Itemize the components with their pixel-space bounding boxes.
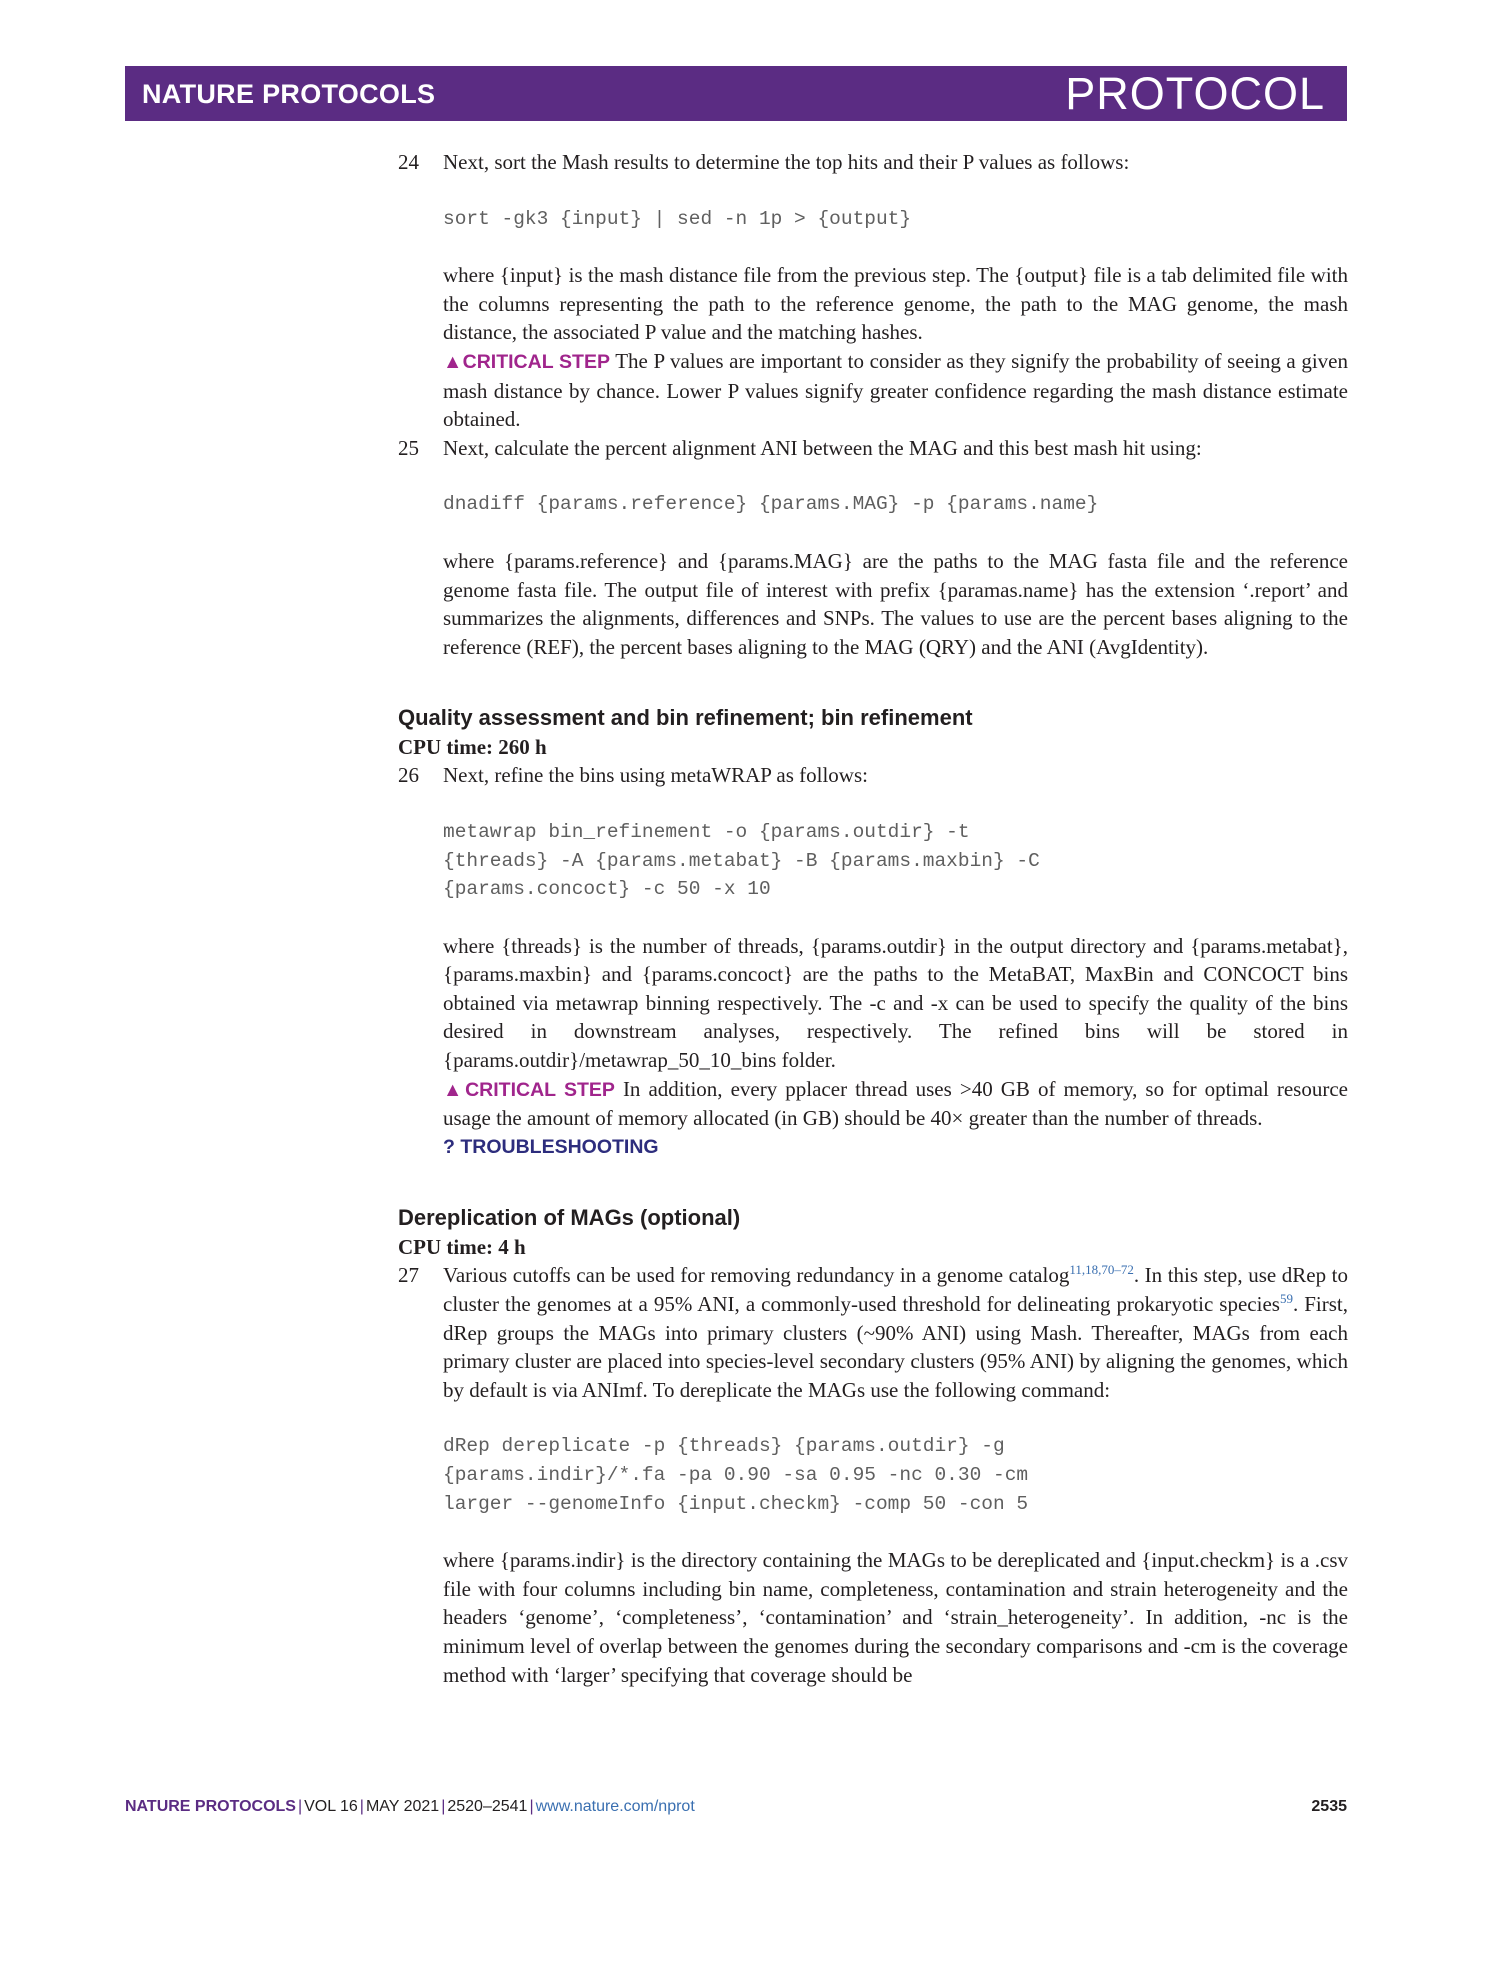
step-number: 26 [398,763,419,788]
step-text: . In this step, use dRep to cluster the genomes at a 95% ANI, a commonly-used threshold for delineating prokaryotic species [443,1263,1348,1317]
code-block: dnadiff {params.reference} {params.MAG} -p {params.name} [443,493,1099,516]
page-number: 2535 [1311,1798,1347,1815]
footer-separator: | [359,1798,364,1815]
step-description: where {params.reference} and {params.MAG} are the paths to the MAG fasta file and the reference genome fasta file. The output file of interest with prefix {paramas.name} has the extension ‘.report’ and summarizes the alignments, differences and SNPs. The values to use are the percent bases aligning to the reference (REF), the percent bases aligning to the MAG (QRY) and the ANI (AvgIdentity). [443,548,1348,659]
step-27 [398,1261,1348,1404]
section-heading: Dereplication of MAGs (optional) [398,1205,741,1231]
step-description: where {input} is the mash distance file from the previous step. The {output} file is a tab delimited file with the columns representing the path to the reference genome, the path to the MAG genome, the mash distance, the associated P value and the matching hashes. [443,263,1348,345]
step-description: where {params.indir} is the directory containing the MAGs to be dereplicated and {input.checkm} is a .csv file with four columns including bin name, completeness, contamination and strain heterogeneity and the headers ‘genome’, ‘completeness’, ‘contamination’ and ‘strain_heterogeneity’. In addition, -nc is the minimum level of overlap between the genomes during the secondary comparisons and -cm is the coverage method with ‘larger’ specifying that coverage should be [443,1548,1348,1687]
step-intro: Next, refine the bins using metaWRAP as follows: [443,763,868,788]
cpu-time: CPU time: 260 h [398,735,547,760]
cpu-time: CPU time: 4 h [398,1235,526,1260]
footer-url-link[interactable]: www.nature.com/nprot [535,1798,695,1815]
footer-citation [125,1798,695,1816]
footer-separator: | [297,1798,303,1815]
critical-step-text: The P values are important to consider as they signify the probability of seeing a given mash distance by chance. Lower P values signify greater confidence regarding the mash distance estimate obtained. [443,348,1348,432]
step-26 [398,761,1348,790]
critical-step-note [398,347,1348,434]
critical-step-label: ▲CRITICAL STEP [443,350,610,373]
footer-journal: NATURE PROTOCOLS [125,1798,296,1815]
journal-banner [125,66,1347,121]
step-number: 27 [398,1263,419,1288]
journal-name: NATURE PROTOCOLS [142,79,436,109]
step-text: Various cutoffs can be used for removing redundancy in a genome catalog [443,1263,1070,1288]
citation-link[interactable]: 11,18,70–72 [1069,1262,1134,1278]
step-number: 25 [398,435,419,460]
page-body [398,148,1348,1689]
code-block: dRep dereplicate -p {threads} {params.outdir} -g {params.indir}/*.fa -pa 0.90 -sa 0.95 -nc 0.30 -cm larger --genomeInfo {input.checkm} -comp 50 -con 5 [443,1435,1029,1515]
footer-separator: | [441,1798,446,1815]
footer-volume: VOL 16 [304,1798,358,1815]
step-number: 24 [398,150,419,174]
citation-link[interactable]: 59 [1279,1291,1293,1307]
code-block: metawrap bin_refinement -o {params.outdir} -t {threads} -A {params.metabat} -B {params.maxbin} -C {params.concoct} -c 50 -x 10 [443,820,1040,901]
step-25 [398,434,1348,463]
critical-step-text: In addition, every pplacer thread uses >40 GB of memory, so for optimal resource usage the amount of memory allocated (in GB) should be 40× greater than the number of threads. [443,1076,1348,1131]
step-24 [398,148,1348,177]
step-intro: Next, sort the Mash results to determine the top hits and their P values as follows: [443,150,1130,174]
critical-step-note [398,1075,1348,1133]
step-description: where {threads} is the number of threads, {params.outdir} in the output directory and {params.metabat}, {params.maxbin} and {params.concoct} are the paths to the MetaBAT, MaxBin and CONCOCT bins obtained via metawrap binning respectively. The -c and -x can be used to specify the quality of the bins desired in downstream analyses, respectively. The refined bins will be stored in {params.outdir}/metawrap_50_10_bins folder. [443,933,1348,1073]
footer-date: MAY 2021 [365,1798,440,1815]
footer-pages: 2520–2541 [447,1798,528,1815]
step-text: . First, dRep groups the MAGs into primary clusters (~90% ANI) using Mash. Thereafter, MAGs from each primary cluster are placed into species-level secondary clusters (95% ANI) by aligning the genomes, which by default is via ANImf. To dereplicate the MAGs use the following command: [443,1292,1348,1402]
troubleshooting-link[interactable]: ? TROUBLESHOOTING [443,1135,659,1158]
section-heading: Quality assessment and bin refinement; bin refinement [398,705,973,731]
footer-separator: | [529,1798,534,1815]
article-type: PROTOCOL [1065,68,1325,119]
step-intro: Next, calculate the percent alignment ANI between the MAG and this best mash hit using: [443,435,1202,460]
critical-step-label: ▲CRITICAL STEP [443,1078,615,1101]
code-block: sort -gk3 {input} | sed -n 1p > {output} [443,207,912,230]
